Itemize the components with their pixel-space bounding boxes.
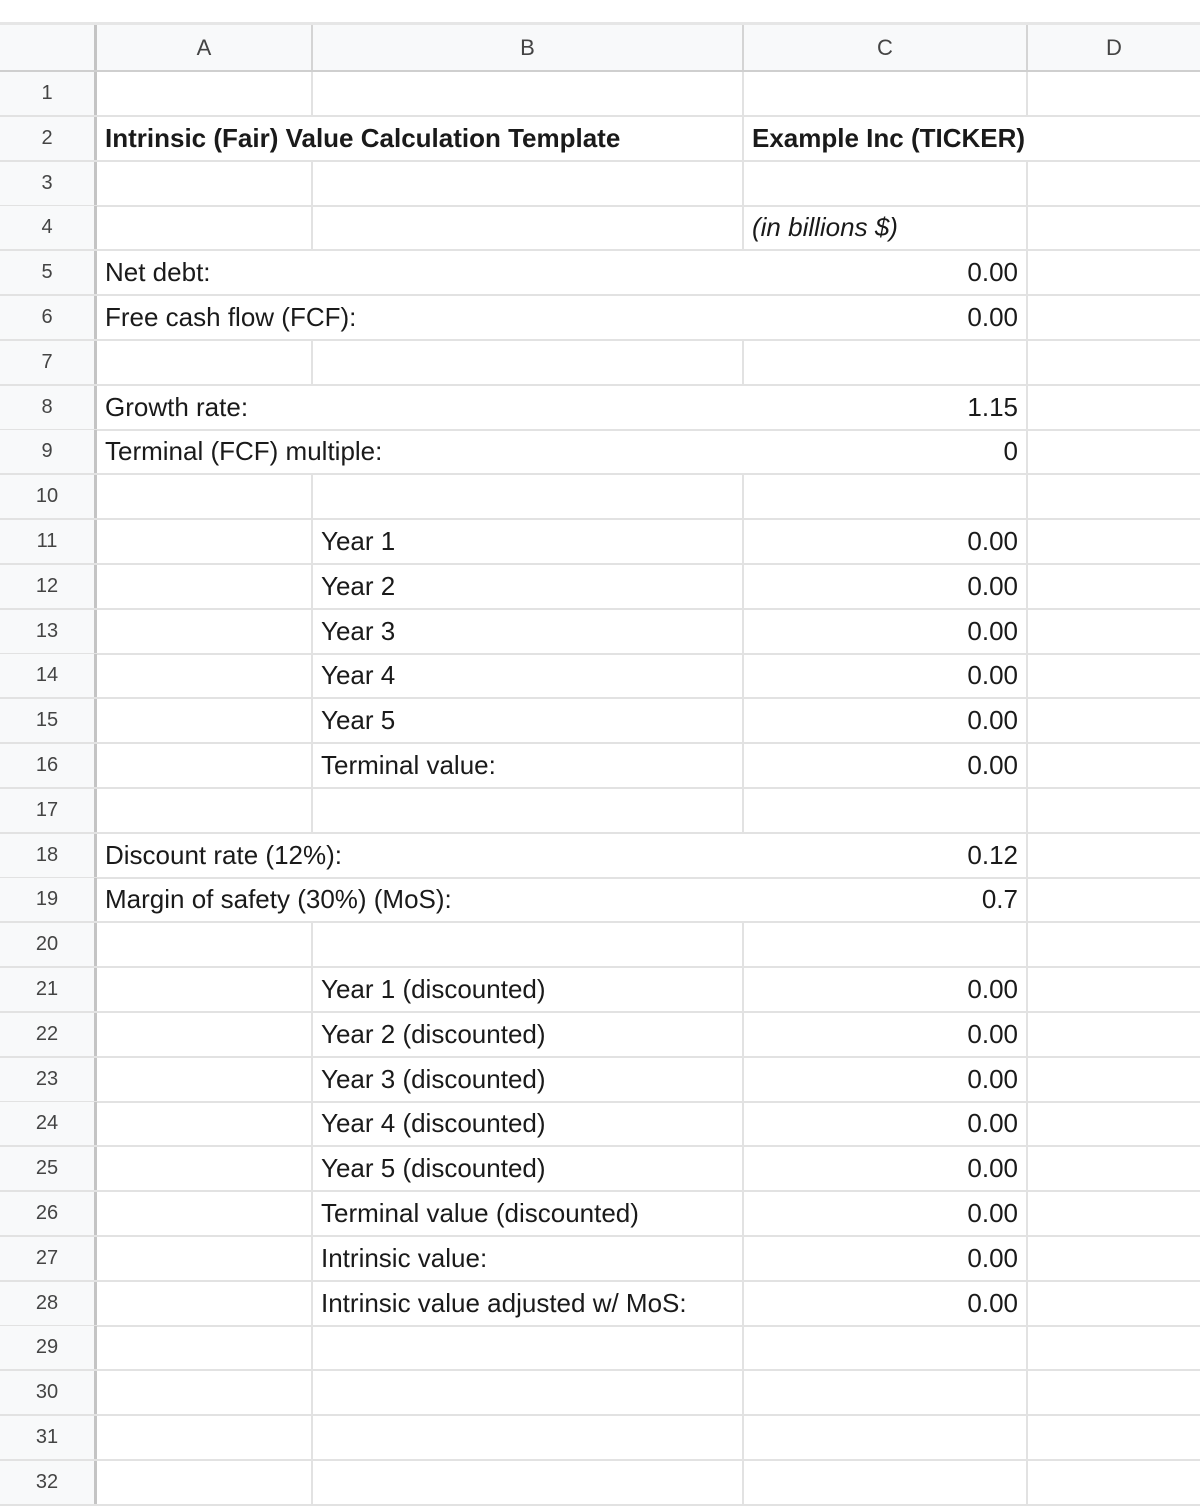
- table-row: [0, 610, 1200, 655]
- table-row: [0, 520, 1200, 565]
- cell-a[interactable]: [97, 1058, 313, 1101]
- row-header[interactable]: 17: [0, 789, 97, 832]
- column-header-d[interactable]: D: [1106, 34, 1122, 60]
- value-cell[interactable]: 0.00: [744, 699, 1028, 742]
- row-header[interactable]: 10: [0, 475, 97, 518]
- cell-b[interactable]: [313, 789, 744, 832]
- value-cell[interactable]: 0.00: [744, 565, 1028, 608]
- cell-d[interactable]: [1028, 117, 1200, 160]
- cell-a[interactable]: [97, 1282, 313, 1325]
- row-header[interactable]: 13: [0, 610, 97, 653]
- sub-label-cell[interactable]: Year 3: [313, 610, 744, 653]
- sub-label-cell[interactable]: Year 1: [313, 520, 744, 563]
- cell-c[interactable]: [744, 475, 1028, 518]
- cell-d[interactable]: [1028, 1102, 1200, 1145]
- row-header[interactable]: 23: [0, 1058, 97, 1101]
- cell-a[interactable]: [97, 162, 313, 205]
- table-row: [0, 1013, 1200, 1058]
- cell-c[interactable]: [744, 1371, 1028, 1414]
- sub-label-cell[interactable]: Year 5 (discounted): [313, 1147, 744, 1190]
- value-cell[interactable]: 0.12: [744, 834, 1028, 877]
- cell-d[interactable]: [1028, 1416, 1200, 1459]
- cell-d[interactable]: [1028, 1192, 1200, 1235]
- cell-d[interactable]: [1028, 789, 1200, 832]
- sub-label-cell[interactable]: Year 5: [313, 699, 744, 742]
- row-header[interactable]: 3: [0, 162, 97, 205]
- cell-d[interactable]: [1028, 430, 1200, 473]
- cell-a[interactable]: [97, 1237, 313, 1280]
- table-row: [0, 1282, 1200, 1327]
- label-cell[interactable]: Growth rate:: [105, 391, 249, 422]
- value-cell[interactable]: 0.00: [744, 968, 1028, 1011]
- cell-b[interactable]: [313, 1416, 744, 1459]
- row-header[interactable]: 5: [0, 251, 97, 294]
- label-cell[interactable]: Free cash flow (FCF):: [105, 302, 357, 332]
- row-header[interactable]: 18: [0, 834, 97, 877]
- sub-label-cell[interactable]: Year 2 (discounted): [313, 1013, 744, 1056]
- value-cell[interactable]: 0.00: [744, 1102, 1028, 1145]
- table-row: [0, 296, 1200, 341]
- table-row: [0, 789, 1200, 834]
- row-header[interactable]: 12: [0, 565, 97, 608]
- cell-d[interactable]: [1028, 923, 1200, 966]
- row-header[interactable]: 9: [0, 430, 97, 473]
- value-cell[interactable]: 0.00: [744, 251, 1028, 294]
- cell-d[interactable]: [1028, 520, 1200, 563]
- table-row: [0, 251, 1200, 296]
- row-header[interactable]: 8: [0, 386, 97, 429]
- cell-a[interactable]: [97, 923, 313, 966]
- row-header[interactable]: 29: [0, 1326, 97, 1369]
- cell-a[interactable]: [97, 610, 313, 653]
- value-cell[interactable]: 0.00: [744, 1237, 1028, 1280]
- row-header[interactable]: 6: [0, 296, 97, 339]
- cell-d[interactable]: [1028, 251, 1200, 294]
- sheet-title-cell[interactable]: Intrinsic (Fair) Value Calculation Template: [97, 117, 744, 160]
- value-cell[interactable]: 0.00: [744, 654, 1028, 697]
- row-header[interactable]: 31: [0, 1416, 97, 1459]
- cell-a[interactable]: [97, 1461, 313, 1504]
- cell-b[interactable]: [313, 923, 744, 966]
- table-row: [0, 1371, 1200, 1416]
- cell-b[interactable]: [313, 72, 744, 115]
- cell-b[interactable]: [313, 1461, 744, 1504]
- cell-d[interactable]: [1028, 610, 1200, 653]
- table-row: [0, 878, 1200, 923]
- cell-a[interactable]: [97, 520, 313, 563]
- row-header[interactable]: 20: [0, 923, 97, 966]
- cell-a[interactable]: [97, 789, 313, 832]
- cell-d[interactable]: [1028, 1058, 1200, 1101]
- row-header[interactable]: 26: [0, 1192, 97, 1235]
- table-row: [0, 699, 1200, 744]
- cell-d[interactable]: [1028, 878, 1200, 921]
- sub-label-cell[interactable]: Year 2: [313, 565, 744, 608]
- row-header[interactable]: 24: [0, 1102, 97, 1145]
- table-row: [0, 744, 1200, 789]
- table-row: [0, 72, 1200, 117]
- cell-d[interactable]: [1028, 296, 1200, 339]
- table-row: [0, 1416, 1200, 1461]
- row-header[interactable]: 15: [0, 699, 97, 742]
- value-cell[interactable]: 0.00: [744, 744, 1028, 787]
- cell-b[interactable]: [313, 162, 744, 205]
- units-cell[interactable]: (in billions $): [744, 206, 1028, 249]
- table-row: [0, 430, 1200, 475]
- value-cell[interactable]: 0.00: [744, 520, 1028, 563]
- table-row: [0, 1326, 1200, 1371]
- sub-label-cell[interactable]: Year 4 (discounted): [313, 1102, 744, 1145]
- label-cell[interactable]: Net debt:: [105, 257, 211, 288]
- row-header[interactable]: 25: [0, 1147, 97, 1190]
- cell-a[interactable]: [97, 699, 313, 742]
- table-row: [0, 1461, 1200, 1506]
- table-row: [0, 206, 1200, 251]
- sub-label-cell[interactable]: Intrinsic value adjusted w/ MoS:: [313, 1282, 744, 1325]
- table-row: [0, 834, 1200, 879]
- label-cell[interactable]: Margin of safety (30%) (MoS):: [105, 884, 452, 915]
- row-header[interactable]: 28: [0, 1282, 97, 1325]
- cell-c[interactable]: [744, 1416, 1028, 1459]
- value-cell[interactable]: 0.00: [744, 1147, 1028, 1190]
- cell-d[interactable]: [1028, 72, 1200, 115]
- cell-d[interactable]: [1028, 1013, 1200, 1056]
- table-row: [0, 1192, 1200, 1237]
- sub-label-cell[interactable]: Year 4: [313, 654, 744, 697]
- cell-a[interactable]: [97, 1102, 313, 1145]
- cell-a[interactable]: [97, 475, 313, 518]
- column-header-a[interactable]: A: [97, 25, 313, 70]
- value-cell[interactable]: 0.00: [744, 1192, 1028, 1235]
- cell-d[interactable]: [1028, 1237, 1200, 1280]
- cell-a[interactable]: [97, 1192, 313, 1235]
- cell-b[interactable]: [313, 206, 744, 249]
- cell-d[interactable]: [1028, 1282, 1200, 1325]
- row-header[interactable]: 19: [0, 878, 97, 921]
- cell-d[interactable]: [1028, 699, 1200, 742]
- sub-label-cell[interactable]: Terminal value:: [313, 744, 744, 787]
- cell-d[interactable]: [1028, 341, 1200, 384]
- cell-a[interactable]: [97, 1326, 313, 1369]
- row-header[interactable]: 22: [0, 1013, 97, 1056]
- row-header[interactable]: 21: [0, 968, 97, 1011]
- cell-c[interactable]: [744, 72, 1028, 115]
- row-header[interactable]: 27: [0, 1237, 97, 1280]
- table-row: [0, 565, 1200, 610]
- table-row: [0, 968, 1200, 1013]
- label-cell[interactable]: Discount rate (12%):: [105, 839, 342, 870]
- cell-a[interactable]: [97, 1371, 313, 1414]
- cell-b[interactable]: [313, 1371, 744, 1414]
- cell-d[interactable]: [1028, 206, 1200, 249]
- select-all-corner[interactable]: [0, 25, 97, 70]
- row-header[interactable]: 7: [0, 341, 97, 384]
- row-header[interactable]: 30: [0, 1371, 97, 1414]
- row-header[interactable]: 1: [0, 72, 97, 115]
- table-row: [0, 654, 1200, 699]
- cell-a[interactable]: [97, 1147, 313, 1190]
- value-cell[interactable]: 0.7: [744, 878, 1028, 921]
- table-row: [0, 1237, 1200, 1282]
- cell-d[interactable]: [1028, 744, 1200, 787]
- cell-d[interactable]: [1028, 834, 1200, 877]
- row-header[interactable]: 11: [0, 520, 97, 563]
- row-header[interactable]: 32: [0, 1461, 97, 1504]
- cell-c[interactable]: [744, 1326, 1028, 1369]
- value-cell[interactable]: 0.00: [744, 1013, 1028, 1056]
- cell-c[interactable]: [744, 789, 1028, 832]
- cell-b[interactable]: [313, 475, 744, 518]
- cell-c[interactable]: [744, 923, 1028, 966]
- cell-d[interactable]: [1028, 1147, 1200, 1190]
- cell-d[interactable]: [1028, 654, 1200, 697]
- cell-a[interactable]: [97, 206, 313, 249]
- cell-a[interactable]: [97, 341, 313, 384]
- top-strip: [0, 0, 1200, 22]
- row-header[interactable]: 14: [0, 654, 97, 697]
- cell-d[interactable]: [1028, 1461, 1200, 1504]
- cell-c[interactable]: [744, 162, 1028, 205]
- value-cell[interactable]: 0: [744, 430, 1028, 473]
- cell-b[interactable]: [313, 1326, 744, 1369]
- cell-a[interactable]: [97, 565, 313, 608]
- sub-label-cell[interactable]: Terminal value (discounted): [313, 1192, 744, 1235]
- cell-a[interactable]: [97, 744, 313, 787]
- company-name-cell[interactable]: Example Inc (TICKER): [752, 122, 1026, 153]
- table-row: [0, 1147, 1200, 1192]
- table-row: [0, 1058, 1200, 1103]
- value-cell[interactable]: 0.00: [744, 1058, 1028, 1101]
- row-header[interactable]: 16: [0, 744, 97, 787]
- cell-d[interactable]: [1028, 968, 1200, 1011]
- row-header[interactable]: 2: [0, 117, 97, 160]
- table-row: [0, 475, 1200, 520]
- label-cell[interactable]: Terminal (FCF) multiple:: [105, 436, 383, 467]
- value-cell[interactable]: 0.00: [744, 1282, 1028, 1325]
- cell-a[interactable]: [97, 1416, 313, 1459]
- cell-d[interactable]: [1028, 1326, 1200, 1369]
- cell-a[interactable]: [97, 72, 313, 115]
- cell-a[interactable]: [97, 654, 313, 697]
- table-row: [0, 1102, 1200, 1147]
- row-header[interactable]: 4: [0, 206, 97, 249]
- column-header-b[interactable]: B: [313, 25, 744, 70]
- cell-d[interactable]: [1028, 162, 1200, 205]
- cell-a[interactable]: [97, 1013, 313, 1056]
- cell-b[interactable]: [313, 341, 744, 384]
- cell-d[interactable]: [1028, 475, 1200, 518]
- table-row: [0, 162, 1200, 207]
- cell-d[interactable]: [1028, 386, 1200, 429]
- value-cell[interactable]: 0.00: [744, 610, 1028, 653]
- table-row: [0, 341, 1200, 386]
- column-header-c[interactable]: C: [744, 25, 1028, 70]
- cell-c[interactable]: [744, 1461, 1028, 1504]
- cell-d[interactable]: [1028, 1371, 1200, 1414]
- table-row: [0, 386, 1200, 431]
- cell-a[interactable]: [97, 968, 313, 1011]
- value-cell[interactable]: 1.15: [744, 386, 1028, 429]
- cell-d[interactable]: [1028, 565, 1200, 608]
- sub-label-cell[interactable]: Intrinsic value:: [313, 1237, 744, 1280]
- table-row: [0, 117, 1200, 162]
- table-row: [0, 923, 1200, 968]
- sub-label-cell[interactable]: Year 1 (discounted): [313, 968, 744, 1011]
- cell-c[interactable]: [744, 341, 1028, 384]
- column-header-row: [0, 22, 1200, 72]
- sub-label-cell[interactable]: Year 3 (discounted): [313, 1058, 744, 1101]
- value-cell[interactable]: 0.00: [744, 296, 1028, 339]
